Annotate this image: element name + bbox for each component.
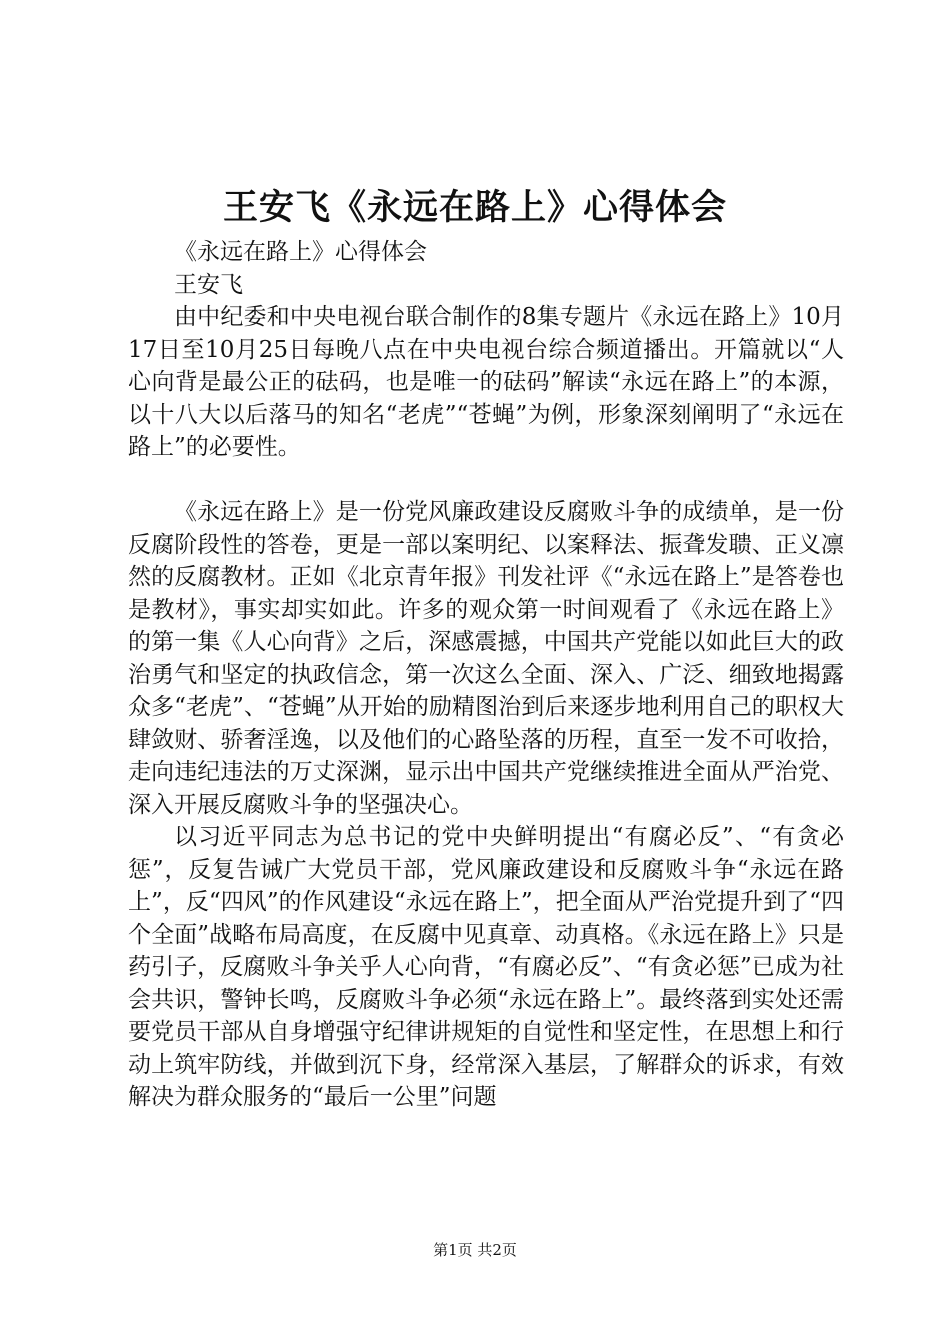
document-body xyxy=(128,236,844,1114)
paragraph-gap xyxy=(128,464,844,497)
body-paragraph-2: 《永远在路上》是一份党风廉政建设反腐败斗争的成绩单，是一份反腐阶段性的答卷，更是一部以案明纪、以案释法、振聋发聩、正义凛然的反腐教材。正如《北京青年报》刊发社评《“永远在路上”是答卷也是教材》，事实却实如此。许多的观众第一时间观看了《永远在路上》的第一集《人心向背》之后，深感震撼，中国共产党能以如此巨大的政治勇气和坚定的执政信念，第一次这么全面、深入、广泛、细致地揭露众多“老虎”、“苍蝇”从开始的励精图治到后来逐步地利用自己的职权大肆敛财、骄奢淫逸，以及他们的心路坠落的历程，直至一发不可收拾，走向违纪违法的万丈深渊，显示出中国共产党继续推进全面从严治党、深入开展反腐败斗争的坚强决心。 xyxy=(128,499,844,818)
document-title: 王安飞《永远在路上》心得体会 xyxy=(222,187,727,228)
page-footer: 第1页 共2页 xyxy=(433,1241,517,1259)
body-paragraph-3: 以习近平同志为总书记的党中央鲜明提出“有腐必反”、“有贪必惩”，反复告诫广大党员干部，党风廉政建设和反腐败斗争“永远在路上”，反“四风”的作风建设“永远在路上”，把全面从严治党提升到了“四个全面”战略布局高度，在反腐中见真章、动真格。《永远在路上》只是药引子，反腐败斗争关乎人心向背，“有腐必反”、“有贪必惩”已成为社会共识，警钟长鸣，反腐败斗争必须“永远在路上”。最终落到实处还需要党员干部从自身增强守纪律讲规矩的自觉性和坚定性，在思想上和行动上筑牢防线，并做到沉下身，经常深入基层，了解群众的诉求，有效解决为群众服务的“最后一公里”问题 xyxy=(128,824,844,1110)
body-paragraph-1: 由中纪委和中央电视台联合制作的8集专题片《永远在路上》10月17日至10月25日每晚八点在中央电视台综合频道播出。开篇就以“人心向背是最公正的砝码，也是唯一的砝码”解读“永远在路上”的本源，以十八大以后落马的知名“老虎”“苍蝇”为例，形象深刻阐明了“永远在路上”的必要性。 xyxy=(128,304,844,460)
subtitle-paragraph: 《永远在路上》心得体会 xyxy=(174,239,427,265)
author-paragraph: 王安飞 xyxy=(174,271,243,298)
